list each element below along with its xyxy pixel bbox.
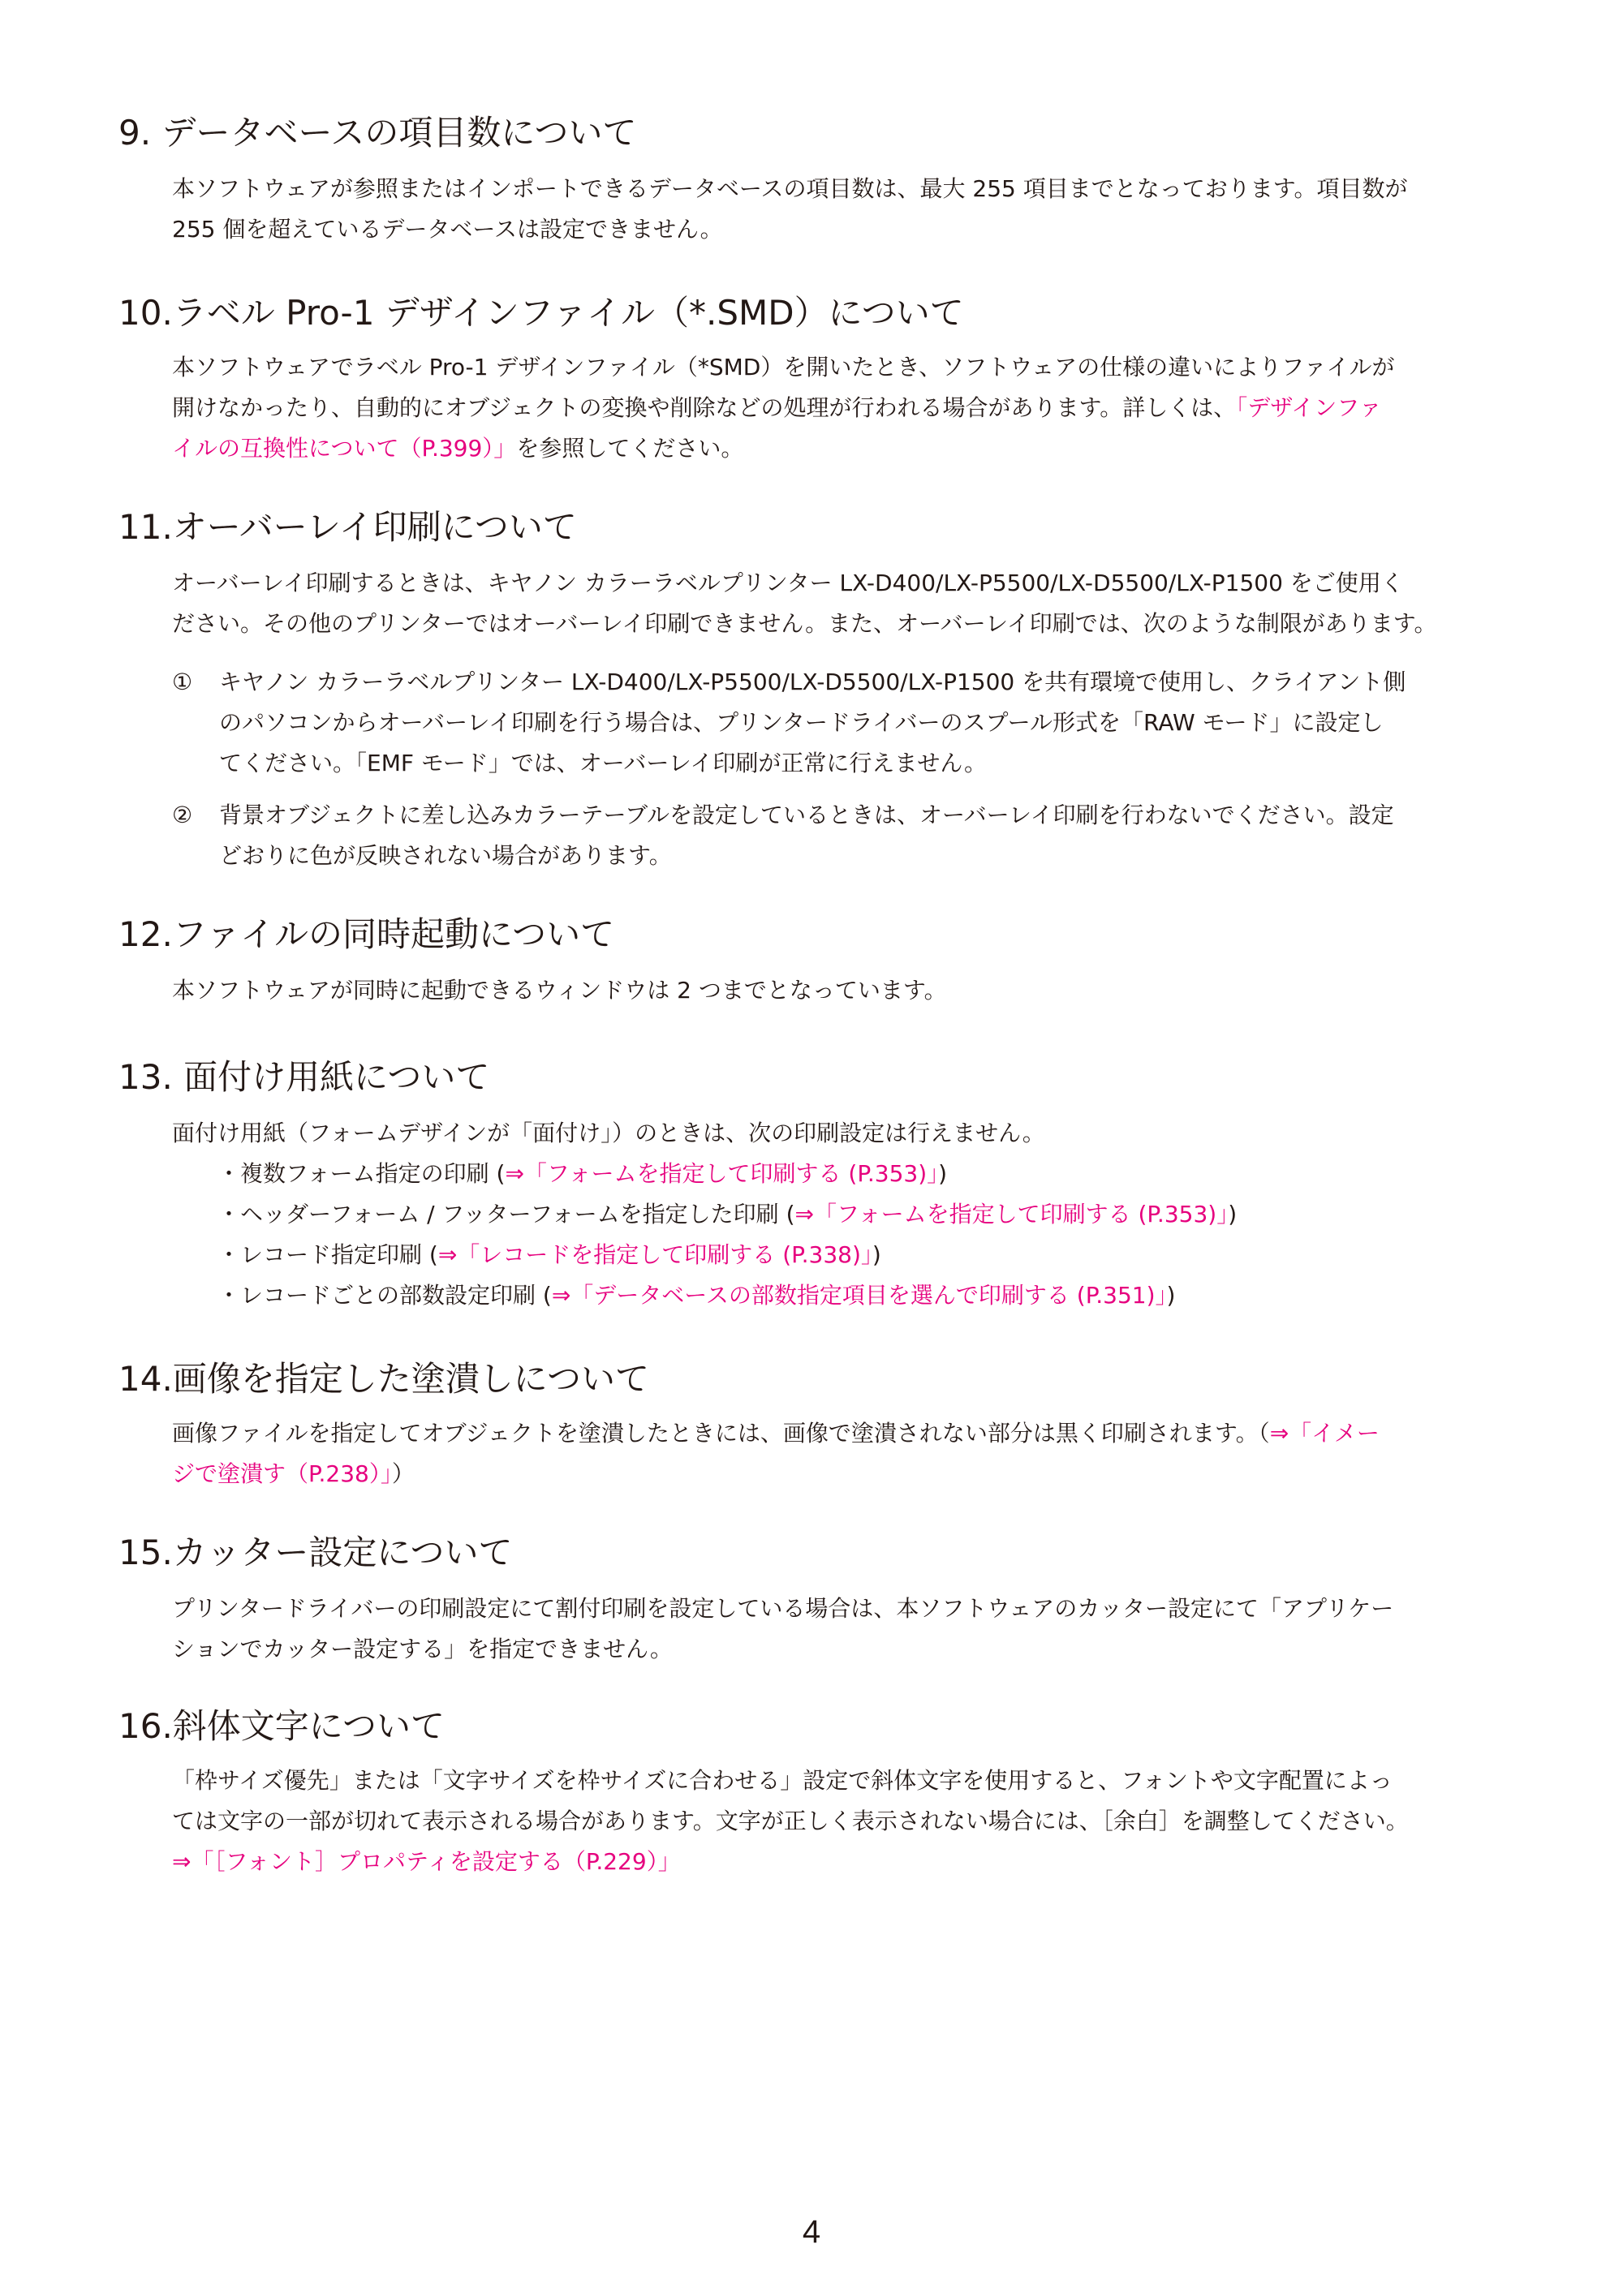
section-body (172, 970, 1535, 1011)
cross-reference-link[interactable]: イルの互換性について（P.399）」 (172, 435, 517, 462)
body-text: ） (391, 1460, 415, 1487)
body-line: ださい。その他のプリンターではオーバーレイ印刷できません。また、オーバーレイ印刷では、次のような制限があります。 (172, 610, 1437, 637)
page-number: 4 (802, 2214, 821, 2250)
note-marker: ① (172, 669, 193, 695)
list-item-close: ) (1166, 1282, 1176, 1309)
list-item-text: ・ヘッダーフォーム / フッターフォームを指定した印刷 ( (217, 1201, 795, 1228)
body-line (172, 1413, 1535, 1454)
section-heading (118, 1055, 489, 1100)
note-line: 背景オブジェクトに差し込みカラーテーブルを設定しているときは、オーバーレイ印刷を行わないでください。設定 (219, 802, 1394, 828)
cross-reference-link[interactable]: ⇒「［フォント］プロパティを設定する（P.229）」 (172, 1848, 681, 1875)
section-number: 16. (118, 1706, 173, 1746)
cross-reference-link[interactable]: ジで塗潰す（P.238）」 (172, 1460, 392, 1487)
body-line: 本ソフトウェアが参照またはインポートできるデータベースの項目数は、最大 255 項目までとなっております。項目数が (172, 175, 1408, 202)
section-number: 10. (118, 293, 173, 333)
section-heading (118, 110, 637, 156)
cross-reference-link[interactable]: ⇒「データベースの部数指定項目を選んで印刷する (P.351)」 (551, 1282, 1167, 1309)
section-title: カッター設定について (172, 1533, 513, 1572)
body-line: 255 個を超えているデータベースは設定できません。 (172, 216, 723, 243)
body-line (172, 388, 1535, 428)
body-text: 開けなかったり、自動的にオブジェクトの変換や削除などの処理が行われる場合があります。詳しくは、 (172, 394, 1237, 421)
body-line: ションでカッター設定する」を指定できません。 (172, 1636, 673, 1662)
list-item (217, 1235, 881, 1275)
section-title: オーバーレイ印刷について (172, 507, 577, 547)
section-body (172, 1413, 1535, 1494)
section-number: 13. (118, 1057, 173, 1097)
section-body (172, 169, 1535, 250)
section-number: 11. (118, 507, 173, 547)
section-title: 面付け用紙について (183, 1057, 490, 1097)
body-text: を参照してください。 (516, 435, 744, 462)
list-item-close: ) (872, 1241, 881, 1268)
section-title: 斜体文字について (172, 1706, 445, 1746)
section-title: 画像を指定した塗潰しについて (172, 1359, 649, 1399)
section-heading (118, 505, 577, 550)
body-line: 本ソフトウェアが同時に起動できるウィンドウは 2 つまでとなっています。 (172, 977, 947, 1004)
note-line: てください。「EMF モード」では、オーバーレイ印刷が正常に行えません。 (219, 750, 988, 776)
section-number: 15. (118, 1533, 173, 1572)
section-body (172, 347, 1535, 469)
note-line: のパソコンからオーバーレイ印刷を行う場合は、プリンタードライバーのスプール形式を「RAW モード」に設定し (219, 709, 1384, 736)
section-heading (118, 290, 964, 336)
cross-reference-link[interactable]: ⇒「レコードを指定して印刷する (P.338)」 (437, 1241, 872, 1268)
body-line (172, 1454, 1535, 1494)
body-line: 「枠サイズ優先」または「文字サイズを枠サイズに合わせる」設定で斜体文字を使用すると、フォントや文字配置によっ (172, 1767, 1393, 1794)
section-title: ファイルの同時起動について (172, 914, 615, 954)
list-item-text: ・レコードごとの部数設定印刷 ( (217, 1282, 552, 1309)
body-line: ては文字の一部が切れて表示される場合があります。文字が正しく表示されない場合には、［余白］を調整してください。 (172, 1808, 1409, 1834)
cross-reference-link[interactable]: 「デザインファ (1236, 394, 1382, 421)
note-line: どおりに色が反映されない場合があります。 (219, 842, 672, 869)
list-item-text: ・複数フォーム指定の印刷 ( (217, 1160, 506, 1187)
section-number: 14. (118, 1359, 173, 1399)
section-body (172, 1113, 1535, 1154)
list-item (217, 1275, 1175, 1316)
section-title: データベースの項目数について (161, 113, 637, 153)
list-item-text: ・レコード指定印刷 ( (217, 1241, 438, 1268)
section-body (172, 1589, 1535, 1670)
cross-reference-link[interactable]: ⇒「フォームを指定して印刷する (P.353)」 (794, 1201, 1229, 1228)
section-heading (118, 912, 614, 957)
list-item (217, 1154, 947, 1194)
section-title: ラベル Pro-1 デザインファイル（*.SMD）について (172, 293, 964, 333)
section-body (172, 563, 1535, 644)
section-heading (118, 1704, 445, 1749)
body-line (172, 1842, 1535, 1882)
body-line: 面付け用紙（フォームデザインが「面付け」）のときは、次の印刷設定は行えません。 (172, 1120, 1045, 1146)
section-number: 9. (118, 113, 152, 153)
section-body (172, 1761, 1535, 1882)
body-line: プリンタードライバーの印刷設定にて割付印刷を設定している場合は、本ソフトウェアのカッター設定にて「アプリケー (172, 1595, 1394, 1622)
note-marker: ② (172, 802, 193, 828)
cross-reference-link[interactable]: ⇒「フォームを指定して印刷する (P.353)」 (505, 1160, 939, 1187)
section-heading (118, 1530, 513, 1576)
section-number: 12. (118, 914, 173, 954)
body-line (172, 428, 1535, 469)
body-line: 本ソフトウェアでラベル Pro-1 デザインファイル（*SMD）を開いたとき、ソフトウェアの仕様の違いによりファイルが (172, 354, 1395, 381)
list-item-close: ) (1228, 1201, 1238, 1228)
section-heading (118, 1357, 649, 1402)
note-line: キヤノン カラーラベルプリンター LX-D400/LX-P5500/LX-D5500/LX-P1500 を共有環境で使用し、クライアント側 (219, 669, 1406, 695)
body-line: オーバーレイ印刷するときは、キヤノン カラーラベルプリンター LX-D400/LX-P5500/LX-D5500/LX-P1500 をご使用く (172, 570, 1404, 596)
cross-reference-link[interactable]: ⇒「イメー (1269, 1420, 1380, 1447)
list-item (217, 1194, 1237, 1235)
list-item-close: ) (938, 1160, 948, 1187)
body-text: 画像ファイルを指定してオブジェクトを塗潰したときには、画像で塗潰されない部分は黒く印刷されます。（ (172, 1420, 1270, 1447)
